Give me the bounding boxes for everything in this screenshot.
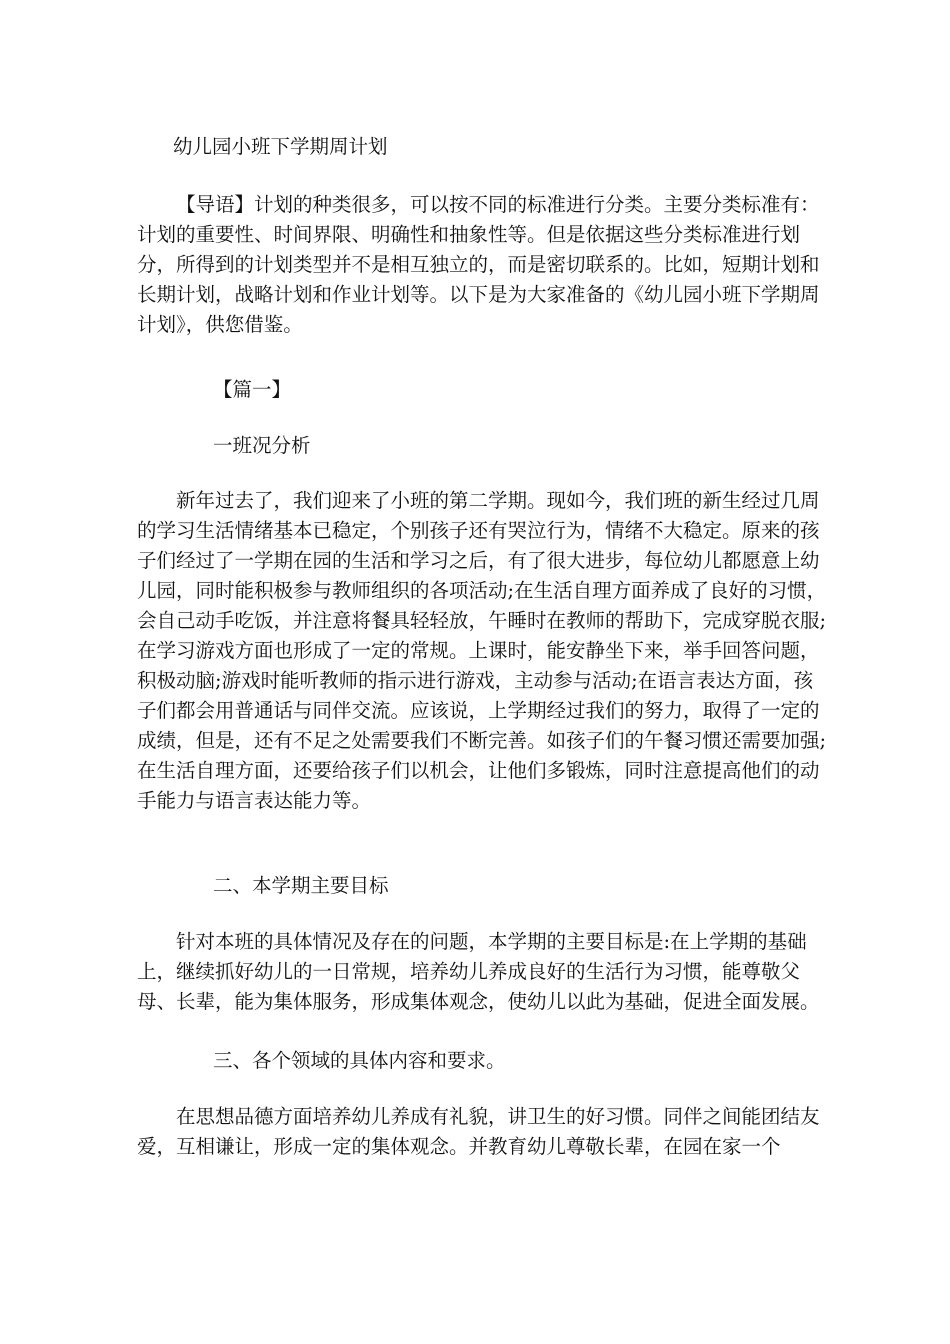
section-paragraph-1: 新年过去了，我们迎来了小班的第二学期。现如今，我们班的新生经过几周的学习生活情绪基本已稳定，个别孩子还有哭泣行为，情绪不大稳定。原来的孩子们经过了一学期在园的生活和学习之后，有了很大进步，每位幼儿都愿意上幼儿园，同时能积极参与教师组织的各项活动;在生活自理方面养成了良好的习惯，会自己动手吃饭，并注意将餐具轻轻放，午睡时在教师的帮助下，完成穿脱衣服;在学习游戏方面也形成了一定的常规。上课时，能安静坐下来，举手回答问题，积极动脑;游戏时能听教师的指示进行游戏，主动参与活动;在语言表达方面，孩子们都会用普通话与同伴交流。应该说，上学期经过我们的努力，取得了一定的成绩，但是，还有不足之处需要我们不断完善。如孩子们的午餐习惯还需要加强;在生活自理方面，还要给孩子们以机会，让他们多锻炼，同时注意提高他们的动手能力与语言表达能力等。 [137, 489, 827, 812]
part-label: 【篇一】 [213, 378, 292, 401]
section-paragraph-2: 针对本班的具体情况及存在的问题，本学期的主要目标是:在上学期的基础上，继续抓好幼儿的一日常规，培养幼儿养成良好的生活行为习惯，能尊敬父母、长辈，能为集体服务，形成集体观念，使幼儿以此为基础，促进全面发展。 [137, 930, 820, 1013]
intro-paragraph: 【导语】计划的种类很多，可以按不同的标准进行分类。主要分类标准有：计划的重要性、时间界限、明确性和抽象性等。但是依据这些分类标准进行划分，所得到的计划类型并不是相互独立的，而是密切联系的。比如，短期计划和长期计划，战略计划和作业计划等。以下是为大家准备的《幼儿园小班下学期周计划》，供您借鉴。 [137, 193, 820, 336]
section-heading-1: 一班况分析 [213, 434, 311, 457]
document-title: 幼儿园小班下学期周计划 [173, 135, 388, 158]
section-heading-2: 二、本学期主要目标 [213, 874, 389, 897]
section-heading-3: 三、各个领域的具体内容和要求。 [213, 1049, 506, 1072]
section-paragraph-3: 在思想品德方面培养幼儿养成有礼貌，讲卫生的好习惯。同伴之间能团结友爱，互相谦让，形成一定的集体观念。并教育幼儿尊敬长辈，在园在家一个 [137, 1105, 820, 1158]
